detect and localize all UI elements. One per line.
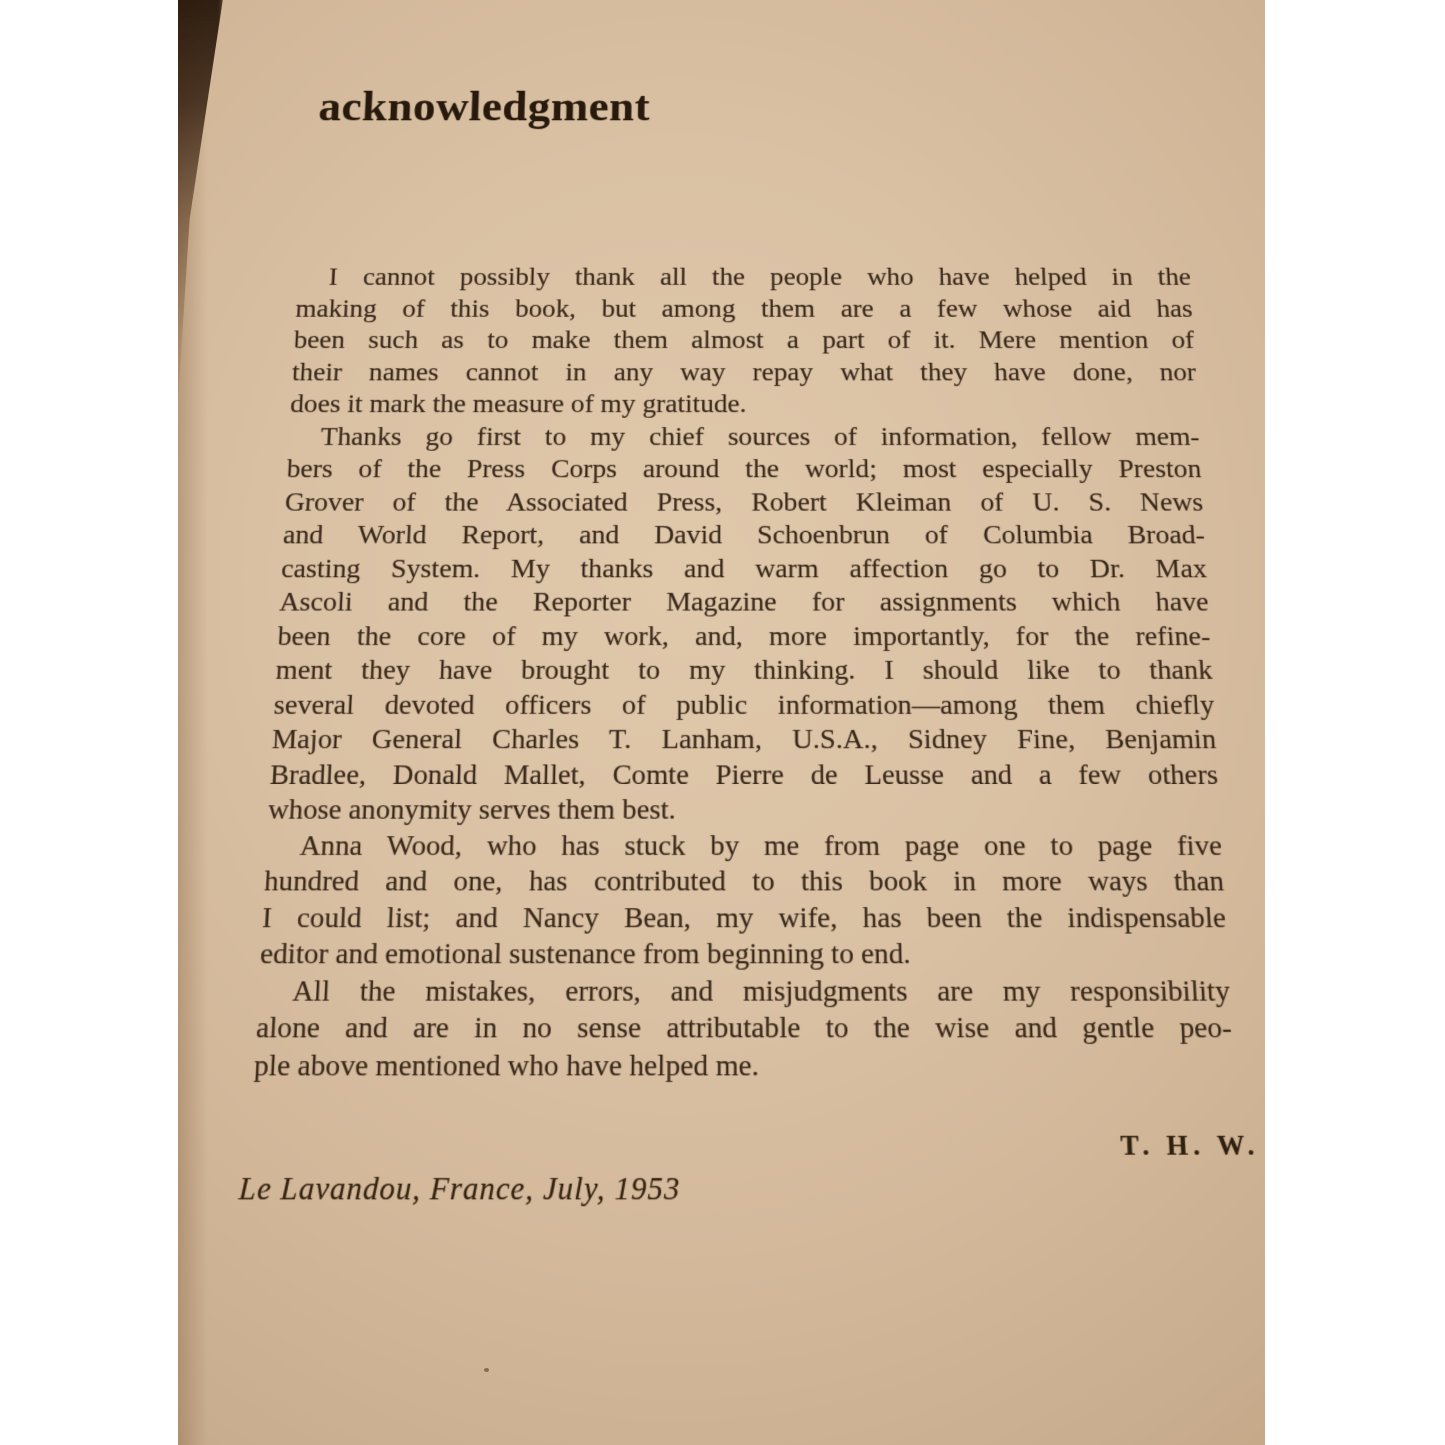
text-line: I cannot possibly thank all the people who have helped in the: [328, 263, 1192, 292]
text-line: bers of the Press Corps around the world; most especially Preston: [285, 454, 1203, 484]
text-line: casting System. My thanks and warm affection go to Dr. Max: [280, 553, 1208, 584]
text-line: their names cannot in any way repay what they have done, nor: [291, 357, 1197, 387]
text-line: does it mark the measure of my gratitude.: [289, 389, 747, 419]
text-line: ment they have brought to my thinking. I should like to thank: [274, 654, 1214, 686]
text-line: been the core of my work, and, more importantly, for the refine-: [276, 620, 1212, 652]
text-line: Grover of the Associated Press, Robert Kleiman of U. S. News: [284, 487, 1204, 517]
paper-speck: [484, 1368, 489, 1372]
text-line: All the mistakes, errors, and misjudgments are my responsibility: [291, 974, 1231, 1008]
dateline: Le Lavandou, France, July, 1953: [237, 1171, 681, 1208]
text-line: hundred and one, has contributed to this book in more ways than: [263, 865, 1225, 898]
author-initials: T. H. W.: [1119, 1129, 1261, 1162]
text-line: I could list; and Nancy Bean, my wife, has been the indispensable: [261, 901, 1227, 935]
text-line: editor and emotional sustenance from beginning to end.: [259, 937, 911, 971]
text-line: and World Report, and David Schoenbrun of Columbia Broad-: [282, 520, 1206, 551]
text-line: been such as to make them almost a part of it. Mere mention of: [293, 325, 1195, 355]
text-line: Bradlee, Donald Mallet, Comte Pierre de Leusse and a few others: [269, 758, 1219, 791]
book-page-photo: [178, 0, 1265, 1445]
text-line: several devoted officers of public information—among them chiefly: [273, 689, 1215, 721]
body-text: [253, 262, 1235, 1085]
text-line: whose anonymity serves them best.: [267, 794, 676, 826]
page-content: [237, 68, 1261, 1277]
text-line: Ascoli and the Reporter Magazine for assignments which have: [278, 587, 1210, 618]
page-heading: acknowledgment: [317, 83, 651, 130]
text-line: Thanks go first to my chief sources of information, fellow mem-: [320, 421, 1201, 452]
text-line: Major General Charles T. Lanham, U.S.A., Sidney Fine, Benjamin: [271, 723, 1217, 756]
text-line: making of this book, but among them are a few whose aid has: [294, 294, 1194, 323]
text-line: ple above mentioned who have helped me.: [253, 1048, 760, 1083]
text-line: Anna Wood, who has stuck by me from page one to page five: [299, 829, 1223, 862]
text-line: alone and are in no sense attributable to the wise and gentle peo-: [255, 1011, 1233, 1045]
